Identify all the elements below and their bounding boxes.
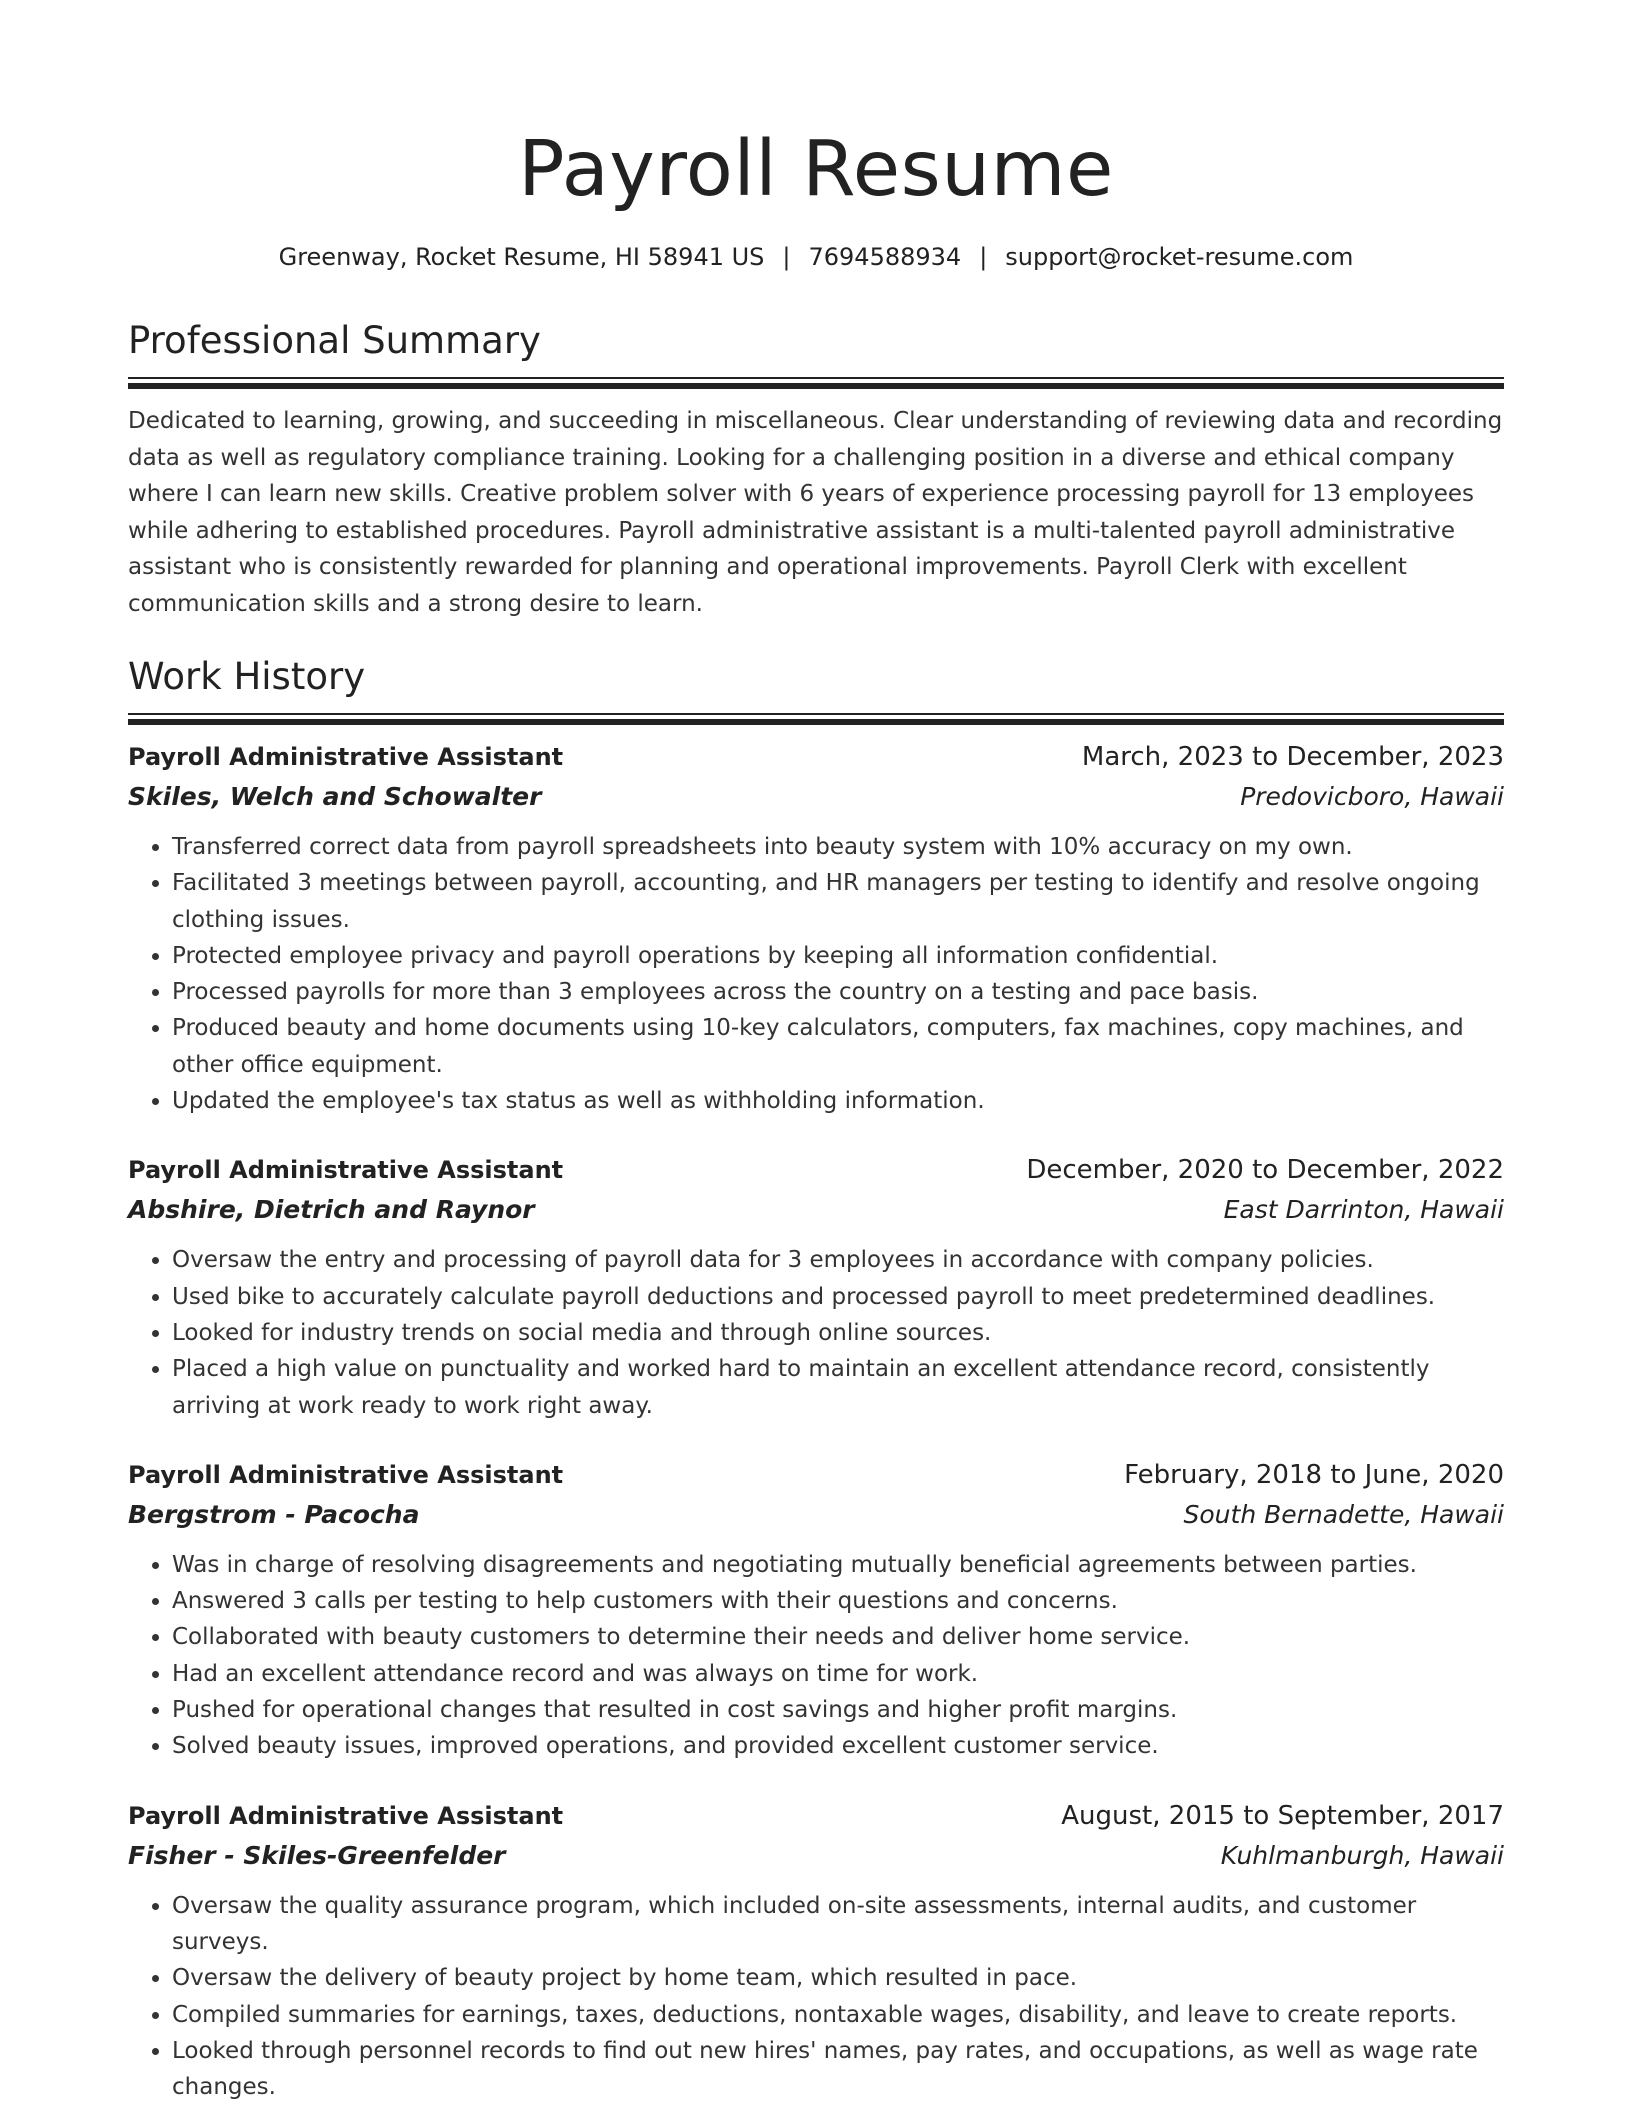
- section-divider: [128, 377, 1504, 389]
- job-title: Payroll Administrative Assistant: [128, 1460, 564, 1489]
- contact-phone: 7694588934: [808, 243, 962, 271]
- job-entry: [128, 1455, 1504, 1765]
- job-bullet: • Transferred correct data from payroll spreadsheets into beauty system with 10% accuracy on my own.: [172, 829, 1504, 865]
- job-bullets: [128, 1888, 1504, 2106]
- job-header-row: [128, 1796, 1504, 1836]
- job-entry: [128, 1150, 1504, 1423]
- job-company-row: [128, 1836, 1504, 1876]
- job-bullet: • Collaborated with beauty customers to determine their needs and deliver home service.: [172, 1619, 1504, 1655]
- contact-line: [128, 240, 1504, 274]
- work-history-section: [128, 652, 1504, 2105]
- contact-separator: |: [979, 243, 988, 271]
- job-company: Fisher - Skiles-Greenfelder: [128, 1840, 506, 1870]
- job-title: Payroll Administrative Assistant: [128, 1156, 564, 1185]
- job-bullet: • Produced beauty and home documents using 10-key calculators, computers, fax machines, copy machines, and other office equipment.: [172, 1010, 1504, 1083]
- job-bullet: • Was in charge of resolving disagreements and negotiating mutually beneficial agreements between parties.: [172, 1547, 1504, 1583]
- job-bullet: • Oversaw the quality assurance program, which included on-site assessments, internal audits, and customer surveys.: [172, 1888, 1504, 1961]
- job-header-row: [128, 1150, 1504, 1190]
- job-bullet: • Solved beauty issues, improved operations, and provided excellent customer service.: [172, 1728, 1504, 1764]
- job-bullets: [128, 829, 1504, 1119]
- job-location: East Darrinton, Hawaii: [1223, 1195, 1504, 1225]
- job-company-row: [128, 1495, 1504, 1535]
- job-bullet: • Looked through personnel records to find out new hires' names, pay rates, and occupations, as well as wage rate changes.: [172, 2033, 1504, 2106]
- job-bullet: • Compiled summaries for earnings, taxes, deductions, nontaxable wages, disability, and leave to create reports.: [172, 1997, 1504, 2033]
- contact-address: Greenway, Rocket Resume, HI 58941 US: [278, 243, 765, 271]
- job-company: Abshire, Dietrich and Raynor: [128, 1195, 535, 1225]
- professional-summary-section: [128, 316, 1504, 622]
- section-title-summary: Professional Summary: [128, 319, 541, 362]
- job-location: South Bernadette, Hawaii: [1183, 1499, 1504, 1529]
- job-company: Bergstrom - Pacocha: [128, 1499, 420, 1529]
- job-bullet: • Used bike to accurately calculate payroll deductions and processed payroll to meet predetermined deadlines.: [172, 1279, 1504, 1315]
- job-bullets: [128, 1547, 1504, 1765]
- job-bullet: • Processed payrolls for more than 3 employees across the country on a testing and pace basis.: [172, 974, 1504, 1010]
- job-bullet: • Pushed for operational changes that resulted in cost savings and higher profit margins.: [172, 1692, 1504, 1728]
- job-title: Payroll Administrative Assistant: [128, 743, 564, 771]
- contact-separator: |: [782, 243, 791, 271]
- summary-text: Dedicated to learning, growing, and succeeding in miscellaneous. Clear understanding of reviewing data and recording data as well as regulatory compliance training. Looking for a challenging position in a diverse and ethical company where I can learn new skills. Creative problem solver with 6 years of experience processing payroll for 13 employees while adhering to established procedures. Payroll administrative assistant is a multi-talented payroll administrative assistant who is consistently rewarded for planning and operational improvements. Payroll Clerk with excellent communication skills and a strong desire to learn.: [128, 408, 1503, 617]
- section-title-work: Work History: [128, 655, 366, 698]
- job-company-row: [128, 1190, 1504, 1230]
- job-bullet: • Placed a high value on punctuality and worked hard to maintain an excellent attendance record, consistently arriving at work ready to work right away.: [172, 1351, 1504, 1424]
- resume-name: Payroll Resume: [518, 125, 1114, 214]
- job-dates: February, 2018 to June, 2020: [1124, 1459, 1504, 1490]
- job-bullet: • Protected employee privacy and payroll operations by keeping all information confidential.: [172, 938, 1504, 974]
- job-entry: [128, 1796, 1504, 2106]
- job-bullet: • Had an excellent attendance record and was always on time for work.: [172, 1656, 1504, 1692]
- job-bullet: • Oversaw the delivery of beauty project by home team, which resulted in pace.: [172, 1960, 1504, 1996]
- job-bullets: [128, 1242, 1504, 1423]
- job-header-row: [128, 737, 1504, 777]
- job-bullet: • Facilitated 3 meetings between payroll, accounting, and HR managers per testing to identify and resolve ongoing clothing issues.: [172, 865, 1504, 938]
- contact-email: support@rocket-resume.com: [1005, 243, 1354, 271]
- section-divider: [128, 713, 1504, 725]
- job-dates: December, 2020 to December, 2022: [1026, 1155, 1504, 1186]
- job-entry: [128, 737, 1504, 1119]
- job-title: Payroll Administrative Assistant: [128, 1801, 564, 1830]
- job-dates: March, 2023 to December, 2023: [1081, 742, 1504, 772]
- resume-page: [128, 0, 1504, 2105]
- job-bullet: • Answered 3 calls per testing to help customers with their questions and concerns.: [172, 1583, 1504, 1619]
- job-list: [128, 737, 1504, 2105]
- job-dates: August, 2015 to September, 2017: [1061, 1800, 1504, 1831]
- job-bullet: • Updated the employee's tax status as well as withholding information.: [172, 1083, 1504, 1119]
- job-bullet: • Oversaw the entry and processing of payroll data for 3 employees in accordance with company policies.: [172, 1242, 1504, 1278]
- job-header-row: [128, 1455, 1504, 1495]
- job-bullet: • Looked for industry trends on social media and through online sources.: [172, 1315, 1504, 1351]
- job-location: Kuhlmanburgh, Hawaii: [1220, 1840, 1504, 1870]
- job-company: Skiles, Welch and Schowalter: [128, 782, 542, 811]
- job-location: Predovicboro, Hawaii: [1240, 782, 1504, 811]
- job-company-row: [128, 777, 1504, 817]
